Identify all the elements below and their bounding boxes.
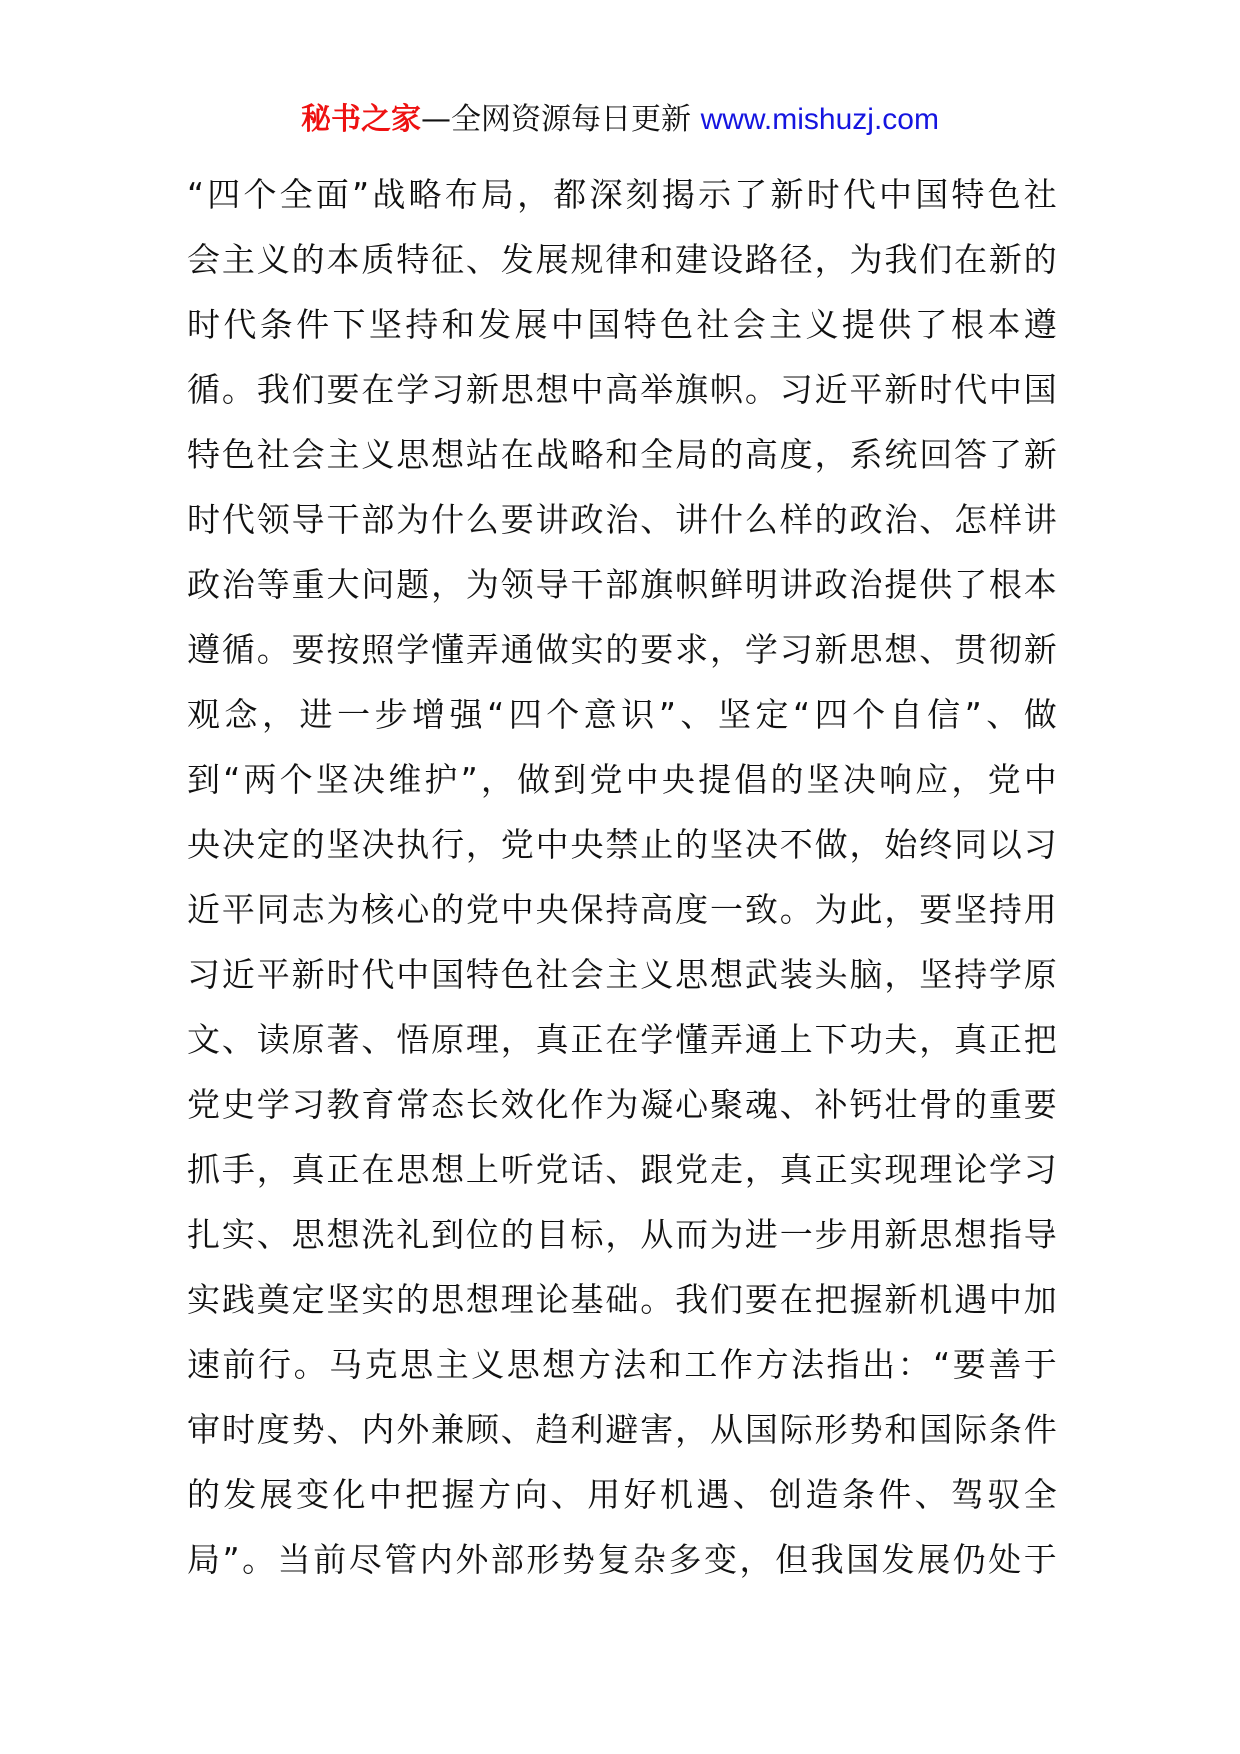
text-line: 抓手，真正在思想上听党话、跟党走，真正实现理论学习 [187,1150,1057,1189]
brand-name: 秘书之家 [301,102,422,137]
text-line: 央决定的坚决执行，党中央禁止的坚决不做，始终同以习 [187,825,1057,864]
text-line: 审时度势、内外兼顾、趋利避害，从国际形势和国际条件 [187,1410,1057,1449]
text-line: 文、读原著、悟原理，真正在学懂弄通上下功夫，真正把 [187,1020,1057,1059]
text-line: 政治等重大问题，为领导干部旗帜鲜明讲政治提供了根本 [187,565,1057,604]
text-line: 时代领导干部为什么要讲政治、讲什么样的政治、怎样讲 [187,500,1057,539]
text-line: 实践奠定坚实的思想理论基础。我们要在把握新机遇中加 [187,1280,1057,1319]
text-line: 近平同志为核心的党中央保持高度一致。为此，要坚持用 [187,890,1057,929]
text-line: 特色社会主义思想站在战略和全局的高度，系统回答了新 [187,435,1057,474]
text-line: 党史学习教育常态长效化作为凝心聚魂、补钙壮骨的重要 [187,1085,1057,1124]
text-line: 会主义的本质特征、发展规律和建设路径，为我们在新的 [187,240,1057,279]
text-line: 遵循。要按照学懂弄通做实的要求，学习新思想、贯彻新 [187,630,1057,669]
text-line: 速前行。马克思主义思想方法和工作方法指出：“要善于 [187,1345,1057,1384]
text-line: 观念，进一步增强“四个意识”、坚定“四个自信”、做 [187,695,1057,734]
text-line: 的发展变化中把握方向、用好机遇、创造条件、驾驭全 [187,1475,1057,1514]
text-line: 习近平新时代中国特色社会主义思想武装头脑，坚持学原 [187,955,1057,994]
text-line: “四个全面”战略布局，都深刻揭示了新时代中国特色社 [187,175,1057,214]
text-line: 循。我们要在学习新思想中高举旗帜。习近平新时代中国 [187,370,1057,409]
header-tagline: —全网资源每日更新 [421,102,692,137]
site-url-link[interactable]: www.mishuzj.com [700,103,939,136]
text-line: 扎实、思想洗礼到位的目标，从而为进一步用新思想指导 [187,1215,1057,1254]
text-line: 到“两个坚决维护”，做到党中央提倡的坚决响应，党中 [187,760,1057,799]
text-line: 局”。当前尽管内外部形势复杂多变，但我国发展仍处于 [187,1540,1057,1579]
page-header [0,100,1240,140]
body-text [187,162,1057,1592]
text-line: 时代条件下坚持和发展中国特色社会主义提供了根本遵 [187,305,1057,344]
